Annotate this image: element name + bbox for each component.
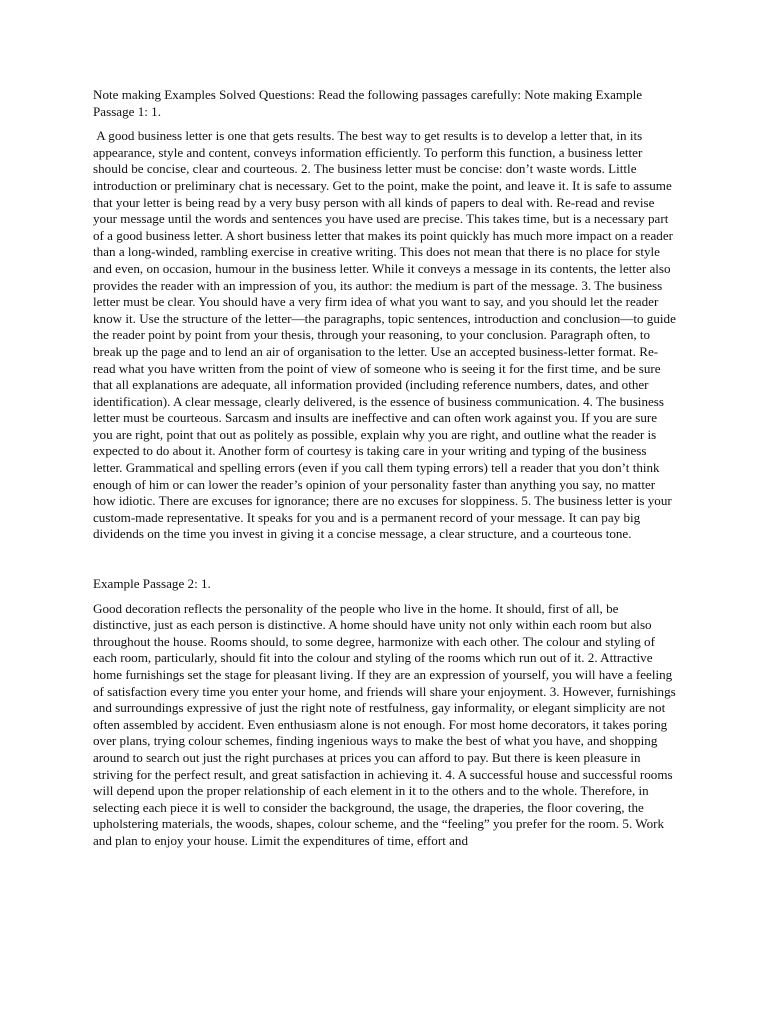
example-2-title: Example Passage 2: 1. — [93, 576, 211, 592]
document-page — [93, 87, 679, 850]
section-spacer — [93, 543, 679, 576]
passage-1-text: A good business letter is one that gets results. The best way to get results is to develop a letter that, in its appearance, style and content, conveys information efficiently. To perform this function, a business letter should be concise, clear and courteous. 2. The business letter must be concise: don’t waste words. Little introduction or preliminary chat is necessary. Get to the point, make the point, and leave it. It is safe to assume that your letter is being read by a very busy person with all kinds of papers to deal with. Re-read and revise your message until the words and sentences you have used are precise. This takes time, but is a necessary part of a good business letter. A short business letter that makes its point quickly has much more impact on a reader than a long-winded, rambling exercise in creative writing. This does not mean that there is no place for style and even, on occasion, humour in the business letter. While it conveys a message in its contents, the letter also provides the reader with an impression of you, its author: the medium is part of the message. 3. The business letter must be clear. You should have a very firm idea of what you want to say, and you should let the reader know it. Use the structure of the letter—the paragraphs, topic sentences, introduction and conclusion—to guide the reader point by point from your thesis, through your reasoning, to your conclusion. Paragraph often, to break up the page and to lend an air of organisation to the letter. Use an accepted business-letter format. Re-read what you have written from the point of view of someone who is seeing it for the first time, and be sure that all explanations are adequate, all information provided (including reference numbers, dates, and other identification). A clear message, clearly delivered, is the essence of business communication. 4. The business letter must be courteous. Sarcasm and insults are ineffective and can often work against you. If you are sure you are right, point that out as politely as possible, explain why you are right, and outline what the reader is expected to do about it. Another form of courtesy is taking care in your writing and typing of the business letter. Grammatical and spelling errors (even if you call them typing errors) tell a reader that you don’t think enough of him or can lower the reader’s opinion of your personality faster than anything you say, no matter how idiotic. There are excuses for ignorance; there are no excuses for sloppiness. 5. The business letter is your custom-made representative. It speaks for you and is a permanent record of your message. It can pay big dividends on the time you invest in giving it a concise message, a clear structure, and a courteous tone. — [93, 128, 680, 542]
document-heading: Note making Examples Solved Questions: Read the following passages carefully: Note making Example Passage 1: 1. — [93, 87, 643, 119]
passage-2-text: Good decoration reflects the personality of the people who live in the home. It should, first of all, be distinctive, just as each person is distinctive. A home should have unity not only within each room but also throughout the house. Rooms should, to some degree, harmonize with each other. The colour and styling of each room, particularly, should fit into the colour and styling of the rooms which run out of it. 2. Attractive home furnishings set the stage for pleasant living. If they are an expression of yourself, you will have a feeling of satisfaction every time you enter your home, and friends will share your enjoyment. 3. However, furnishings and surroundings expressive of just the right note of restfulness, gay informality, or elegant simplicity are not often assembled by accident. Even enthusiasm alone is not enough. For most home decorators, it takes poring over plans, trying colour schemes, finding ingenious ways to make the best of what you have, and shopping around to search out just the right purchases at prices you can afford to pay. But there is keen pleasure in striving for the perfect result, and great satisfaction in achieving it. 4. A successful house and successful rooms will depend upon the proper relationship of each element in it to the others and to the whole. Therefore, in selecting each piece it is well to consider the background, the usage, the draperies, the floor covering, the upholstering materials, the woods, shapes, colour scheme, and the “feeling” you prefer for the room. 5. Work and plan to enjoy your house. Limit the expenditures of time, effort and — [93, 600, 676, 848]
